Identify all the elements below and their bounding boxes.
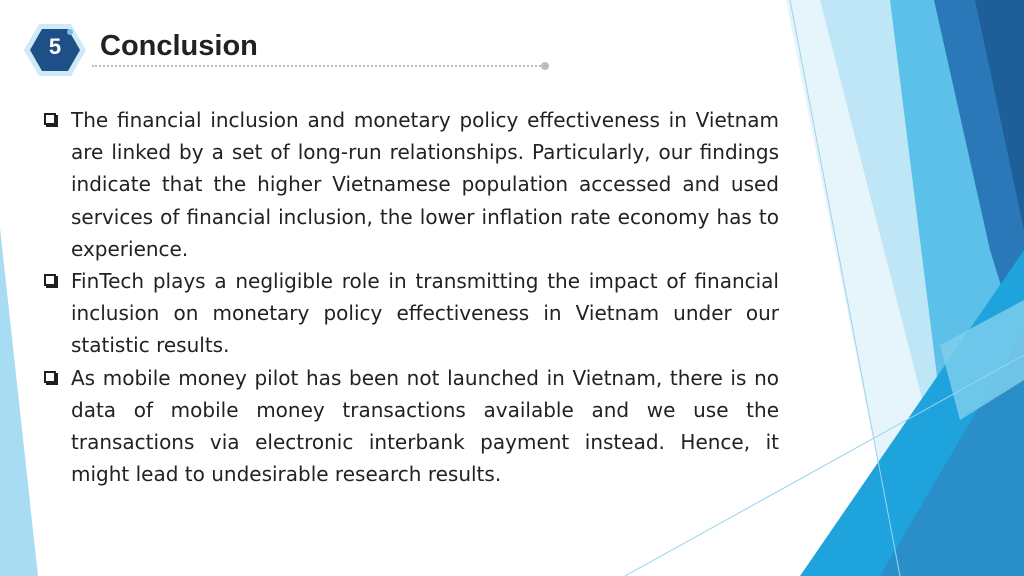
left-wedge-shape bbox=[0, 228, 38, 576]
section-number: 5 bbox=[48, 34, 62, 59]
bullet-list bbox=[42, 104, 779, 490]
checkbox-bullet-icon bbox=[44, 371, 56, 383]
bullet-text: FinTech plays a negligible role in transmitting the impact of financial inclusion on monetary policy effectiveness in Vietnam under our statistic results. bbox=[71, 269, 779, 358]
bullet-item bbox=[42, 104, 779, 265]
section-number-badge bbox=[22, 22, 88, 78]
bullet-item bbox=[42, 265, 779, 362]
checkbox-bullet-icon bbox=[44, 113, 56, 125]
slide-title: Conclusion bbox=[100, 30, 258, 62]
bullet-text: As mobile money pilot has been not launched in Vietnam, there is no data of mobile money transactions available and we use the transactions via electronic interbank payment instead. Hence, it might lead to undesirable research results. bbox=[71, 365, 779, 487]
checkbox-bullet-icon bbox=[44, 274, 56, 286]
bullet-item bbox=[42, 362, 779, 491]
title-divider bbox=[92, 65, 544, 67]
bullet-text: The financial inclusion and monetary policy effectiveness in Vietnam are linked by a set of long-run relationships. Particularly, our findings indicate that the higher Vietnamese population accessed and used services of financial inclusion, the lower inflation rate economy has to experience. bbox=[71, 108, 779, 261]
title-divider-dot bbox=[541, 62, 549, 70]
